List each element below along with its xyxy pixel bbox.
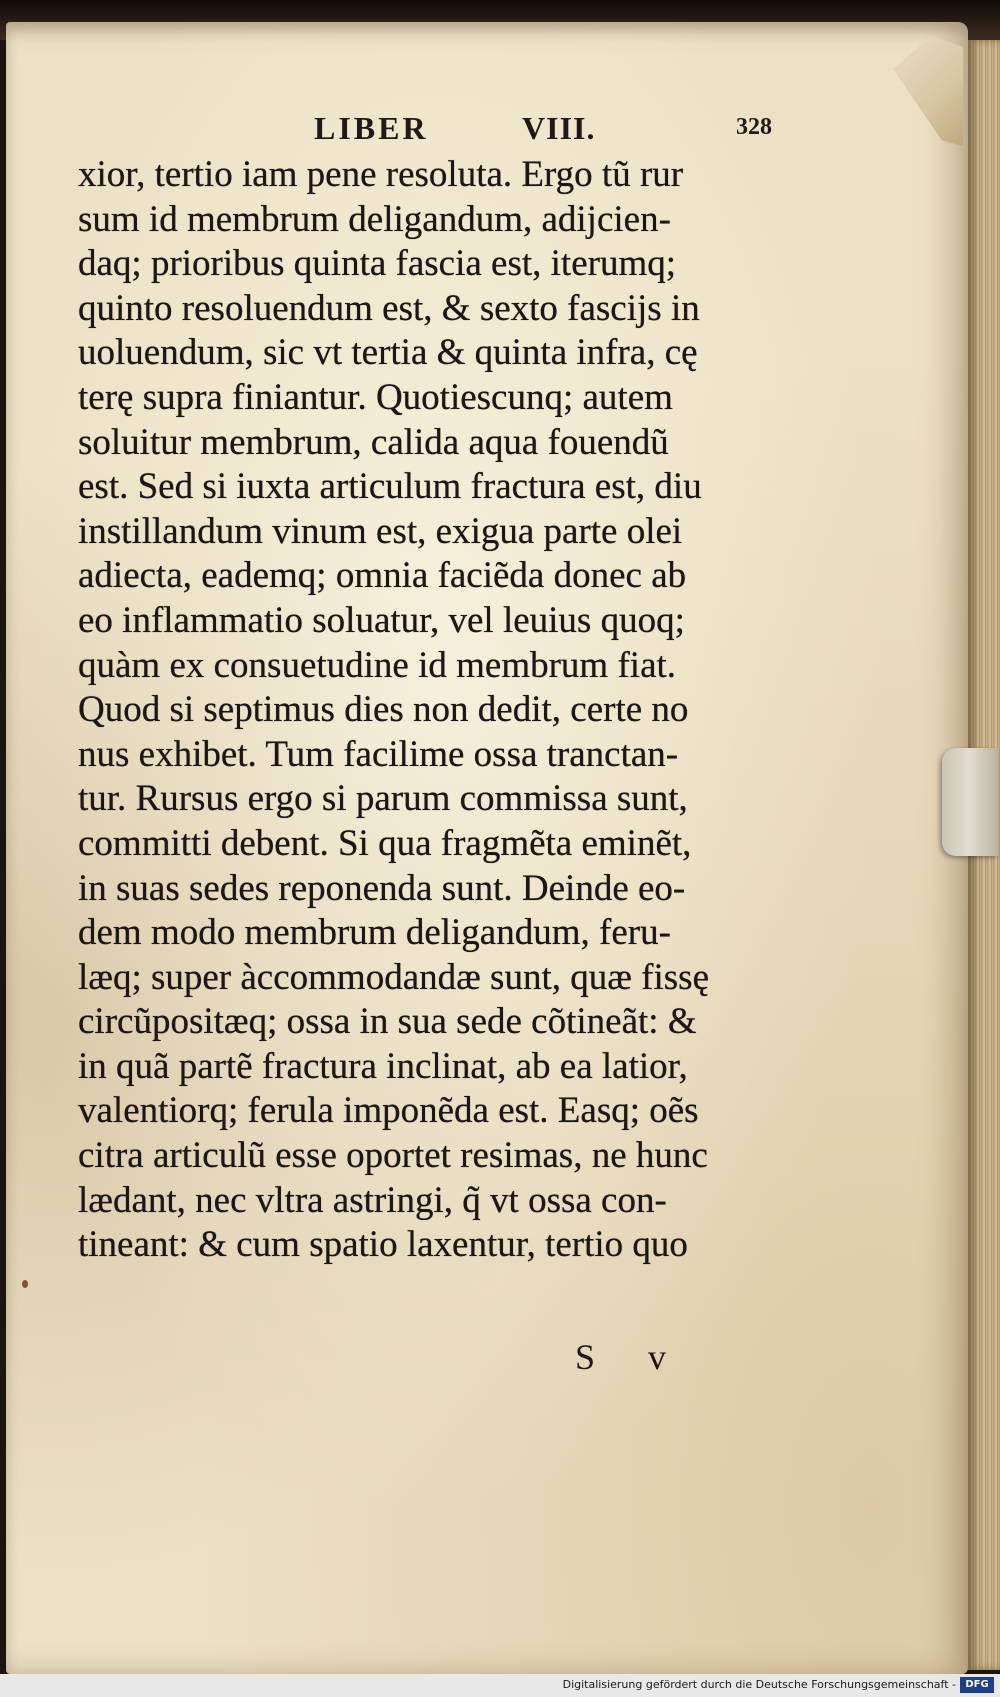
page-number: 328 xyxy=(736,114,772,140)
page-tab-marker xyxy=(942,748,998,856)
text-line: in suas sedes reponenda sunt. Deinde eo- xyxy=(78,867,686,909)
text-line: instillandum vinum est, exigua parte olei xyxy=(78,510,683,552)
text-line: est. Sed si iuxta articulum fractura est, diu xyxy=(78,466,702,508)
text-line: sum id membrum deligandum, adijcien- xyxy=(78,198,671,240)
text-line: daq; prioribus quinta fascia est, iterumq; xyxy=(78,243,677,285)
body-text xyxy=(78,153,798,1268)
text-line: tineant: & cum spatio laxentur, tertio quo xyxy=(78,1224,688,1266)
text-line: xior, tertio iam pene resoluta. Ergo tũ rur xyxy=(78,154,684,195)
text-line: Quod si septimus dies non dedit, certe no xyxy=(78,689,689,731)
text-line: committi debent. Si qua fragmẽta eminẽt, xyxy=(78,822,692,864)
running-head-section: LIBER xyxy=(314,110,429,146)
running-head xyxy=(300,110,800,152)
running-head-book-number: VIII. xyxy=(522,110,596,146)
text-line: adiecta, eademq; omnia faciẽda donec ab xyxy=(78,555,687,597)
text-line: læq; super àccommodandæ sunt, quæ fissę xyxy=(78,956,709,998)
text-line: terę supra finiantur. Quotiescunq; autem xyxy=(78,376,673,418)
text-line: eo inflammatio soluatur, vel leuius quoq; xyxy=(78,599,685,641)
text-line: soluitur membrum, calida aqua fouendũ xyxy=(78,421,669,463)
ink-spot xyxy=(22,1280,28,1288)
text-line: circũpositæq; ossa in sua sede cõtineãt: & xyxy=(78,1001,697,1043)
text-line: nus exhibet. Tum facilime ossa tranctan- xyxy=(78,733,679,775)
text-line: citra articulũ esse oportet resimas, ne hunc xyxy=(78,1135,708,1177)
signature-mark: S v xyxy=(575,1337,689,1377)
text-line: uoluendum, sic vt tertia & quinta infra, cę xyxy=(78,332,698,374)
text-line: quàm ex consuetudine id membrum fiat. xyxy=(78,644,677,686)
text-line: tur. Rursus ergo si parum commissa sunt, xyxy=(78,778,688,820)
funding-credit: Digitalisierung gefördert durch die Deutsche Forschungsgemeinschaft - xyxy=(562,1678,956,1691)
text-line: dem modo membrum deligandum, feru- xyxy=(78,912,671,954)
text-line: lædant, nec vltra astringi, q̃ vt ossa con- xyxy=(78,1179,667,1221)
dfg-logo: DFG xyxy=(960,1677,994,1693)
text-line: valentiorq; ferula imponẽda est. Easq; oẽs xyxy=(78,1090,699,1132)
text-line: quinto resoluendum est, & sexto fascijs in xyxy=(78,287,700,329)
text-line: in quã partẽ fractura inclinat, ab ea latior, xyxy=(78,1045,688,1087)
